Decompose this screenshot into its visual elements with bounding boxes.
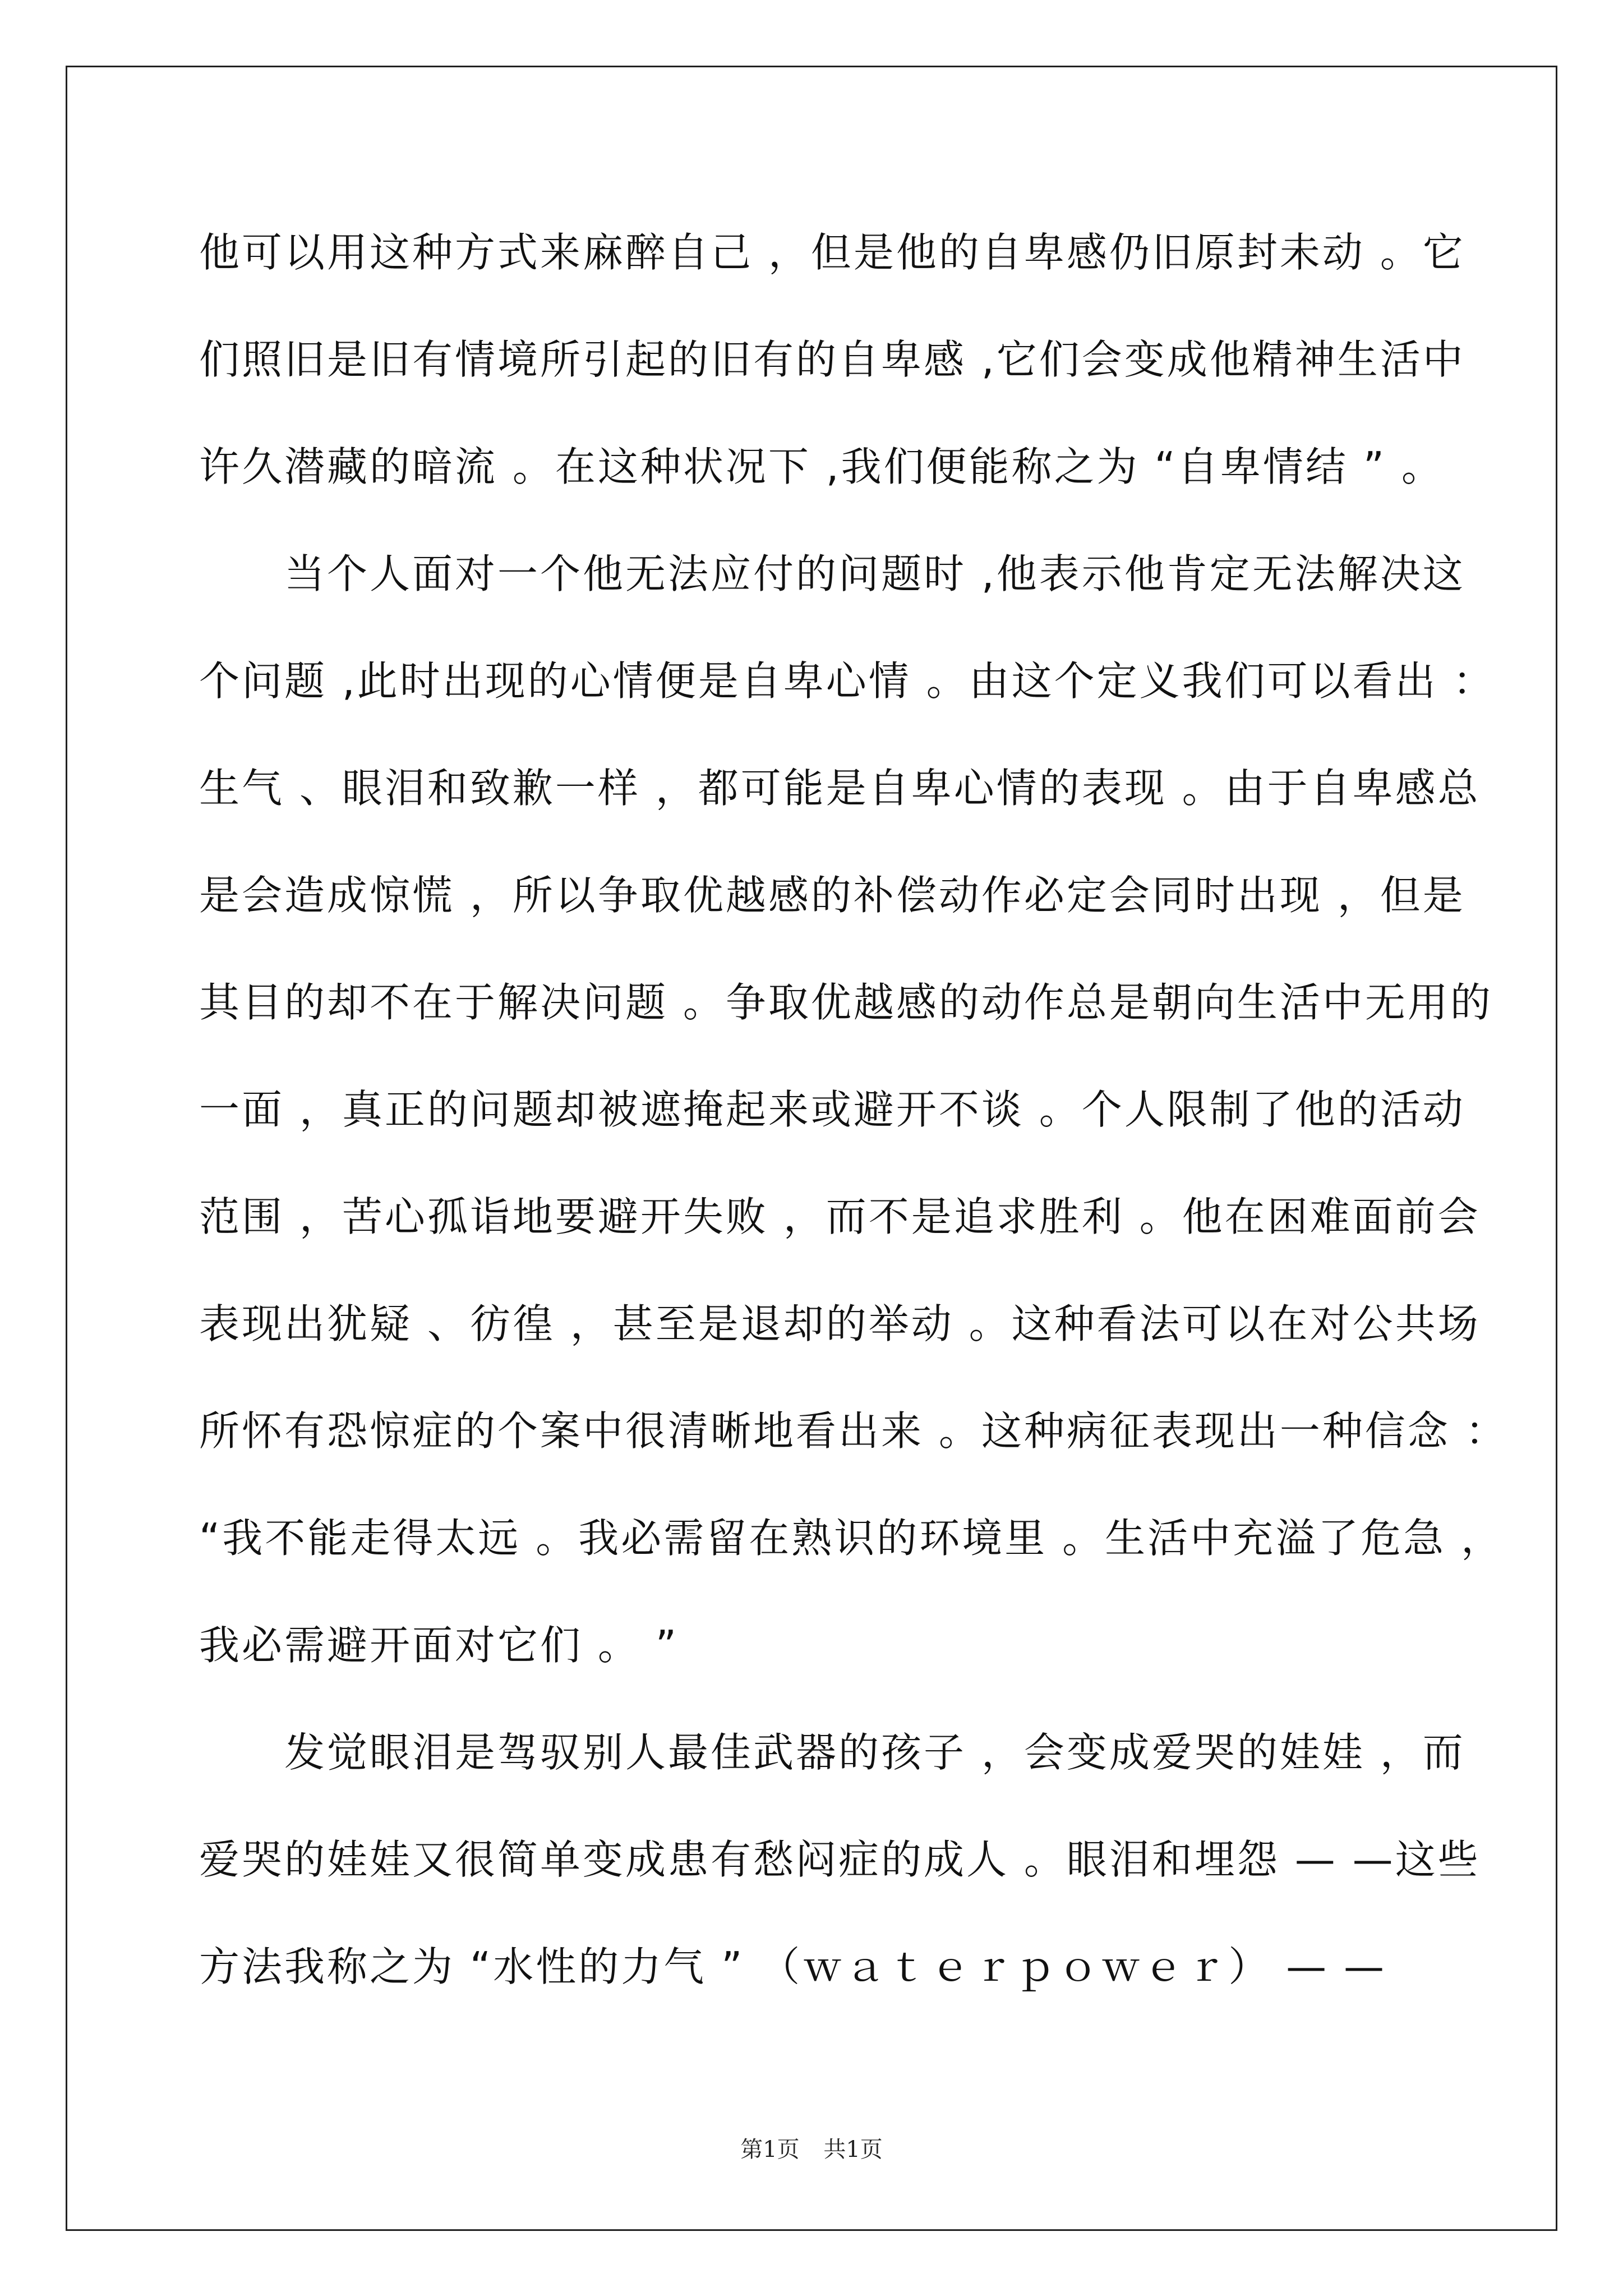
text-line: 许久潜藏的暗流 。在这种状况下 ,我们便能称之为 “自卑情结 ” 。 [199, 443, 1444, 490]
text-line: 他可以用这种方式来麻醉自己 ，但是他的自卑感仍旧原封未动 。它 [199, 229, 1465, 276]
text-line: 范围 ，苦心孤诣地要避开失败 ，而不是追求胜利 。他在困难面前会 [199, 1193, 1481, 1240]
document-body [199, 199, 1508, 2021]
text-line: 所怀有恐惊症的个案中很清晰地看出来 。这种病征表现出一种信念 ： [199, 1407, 1508, 1455]
text-line: 表现出犹疑 、彷徨 ，甚至是退却的举动 。这种看法可以在对公共场 [199, 1300, 1481, 1347]
text-line: 爱哭的娃娃又很简单变成患有愁闷症的成人 。眼泪和埋怨 — —这些 [199, 1836, 1481, 1883]
text-line: 生气 、眼泪和致歉一样 ，都可能是自卑心情的表现 。由于自卑感总 [199, 765, 1481, 812]
text-line: 个问题 ,此时出现的心情便是自卑心情 。由这个定义我们可以看出 ： [199, 657, 1496, 705]
text-line: 一面 ，真正的问题却被遮掩起来或避开不谈 。个人限制了他的活动 [199, 1086, 1465, 1133]
text-line: 是会造成惊慌 ，所以争取优越感的补偿动作必定会同时出现 ，但是 [199, 872, 1465, 919]
page-footer [0, 2132, 1623, 2164]
text-line: “我不能走得太远 。我必需留在熟识的环境里 。生活中充溢了危急 ， [199, 1515, 1504, 1562]
text-line: 其目的却不在于解决问题 。争取优越感的动作总是朝向生活中无用的 [199, 979, 1493, 1026]
text-line: 发觉眼泪是驾驭别人最佳武器的孩子 ，会变成爱哭的娃娃 ，而 [199, 1729, 1465, 1776]
page-number-label: 第1页 共1页 [740, 2137, 883, 2162]
text-line: 当个人面对一个他无法应付的问题时 ,他表示他肯定无法解决这 [199, 550, 1465, 597]
text-line: 们照旧是旧有情境所引起的旧有的自卑感 ,它们会变成他精神生活中 [199, 336, 1465, 383]
text-line: 方法我称之为 “水性的力气 ” （ｗａｔｅｒｐｏｗｅｒ） — — [199, 1943, 1387, 1990]
text-line: 我必需避开面对它们 。 ” [199, 1622, 679, 1669]
